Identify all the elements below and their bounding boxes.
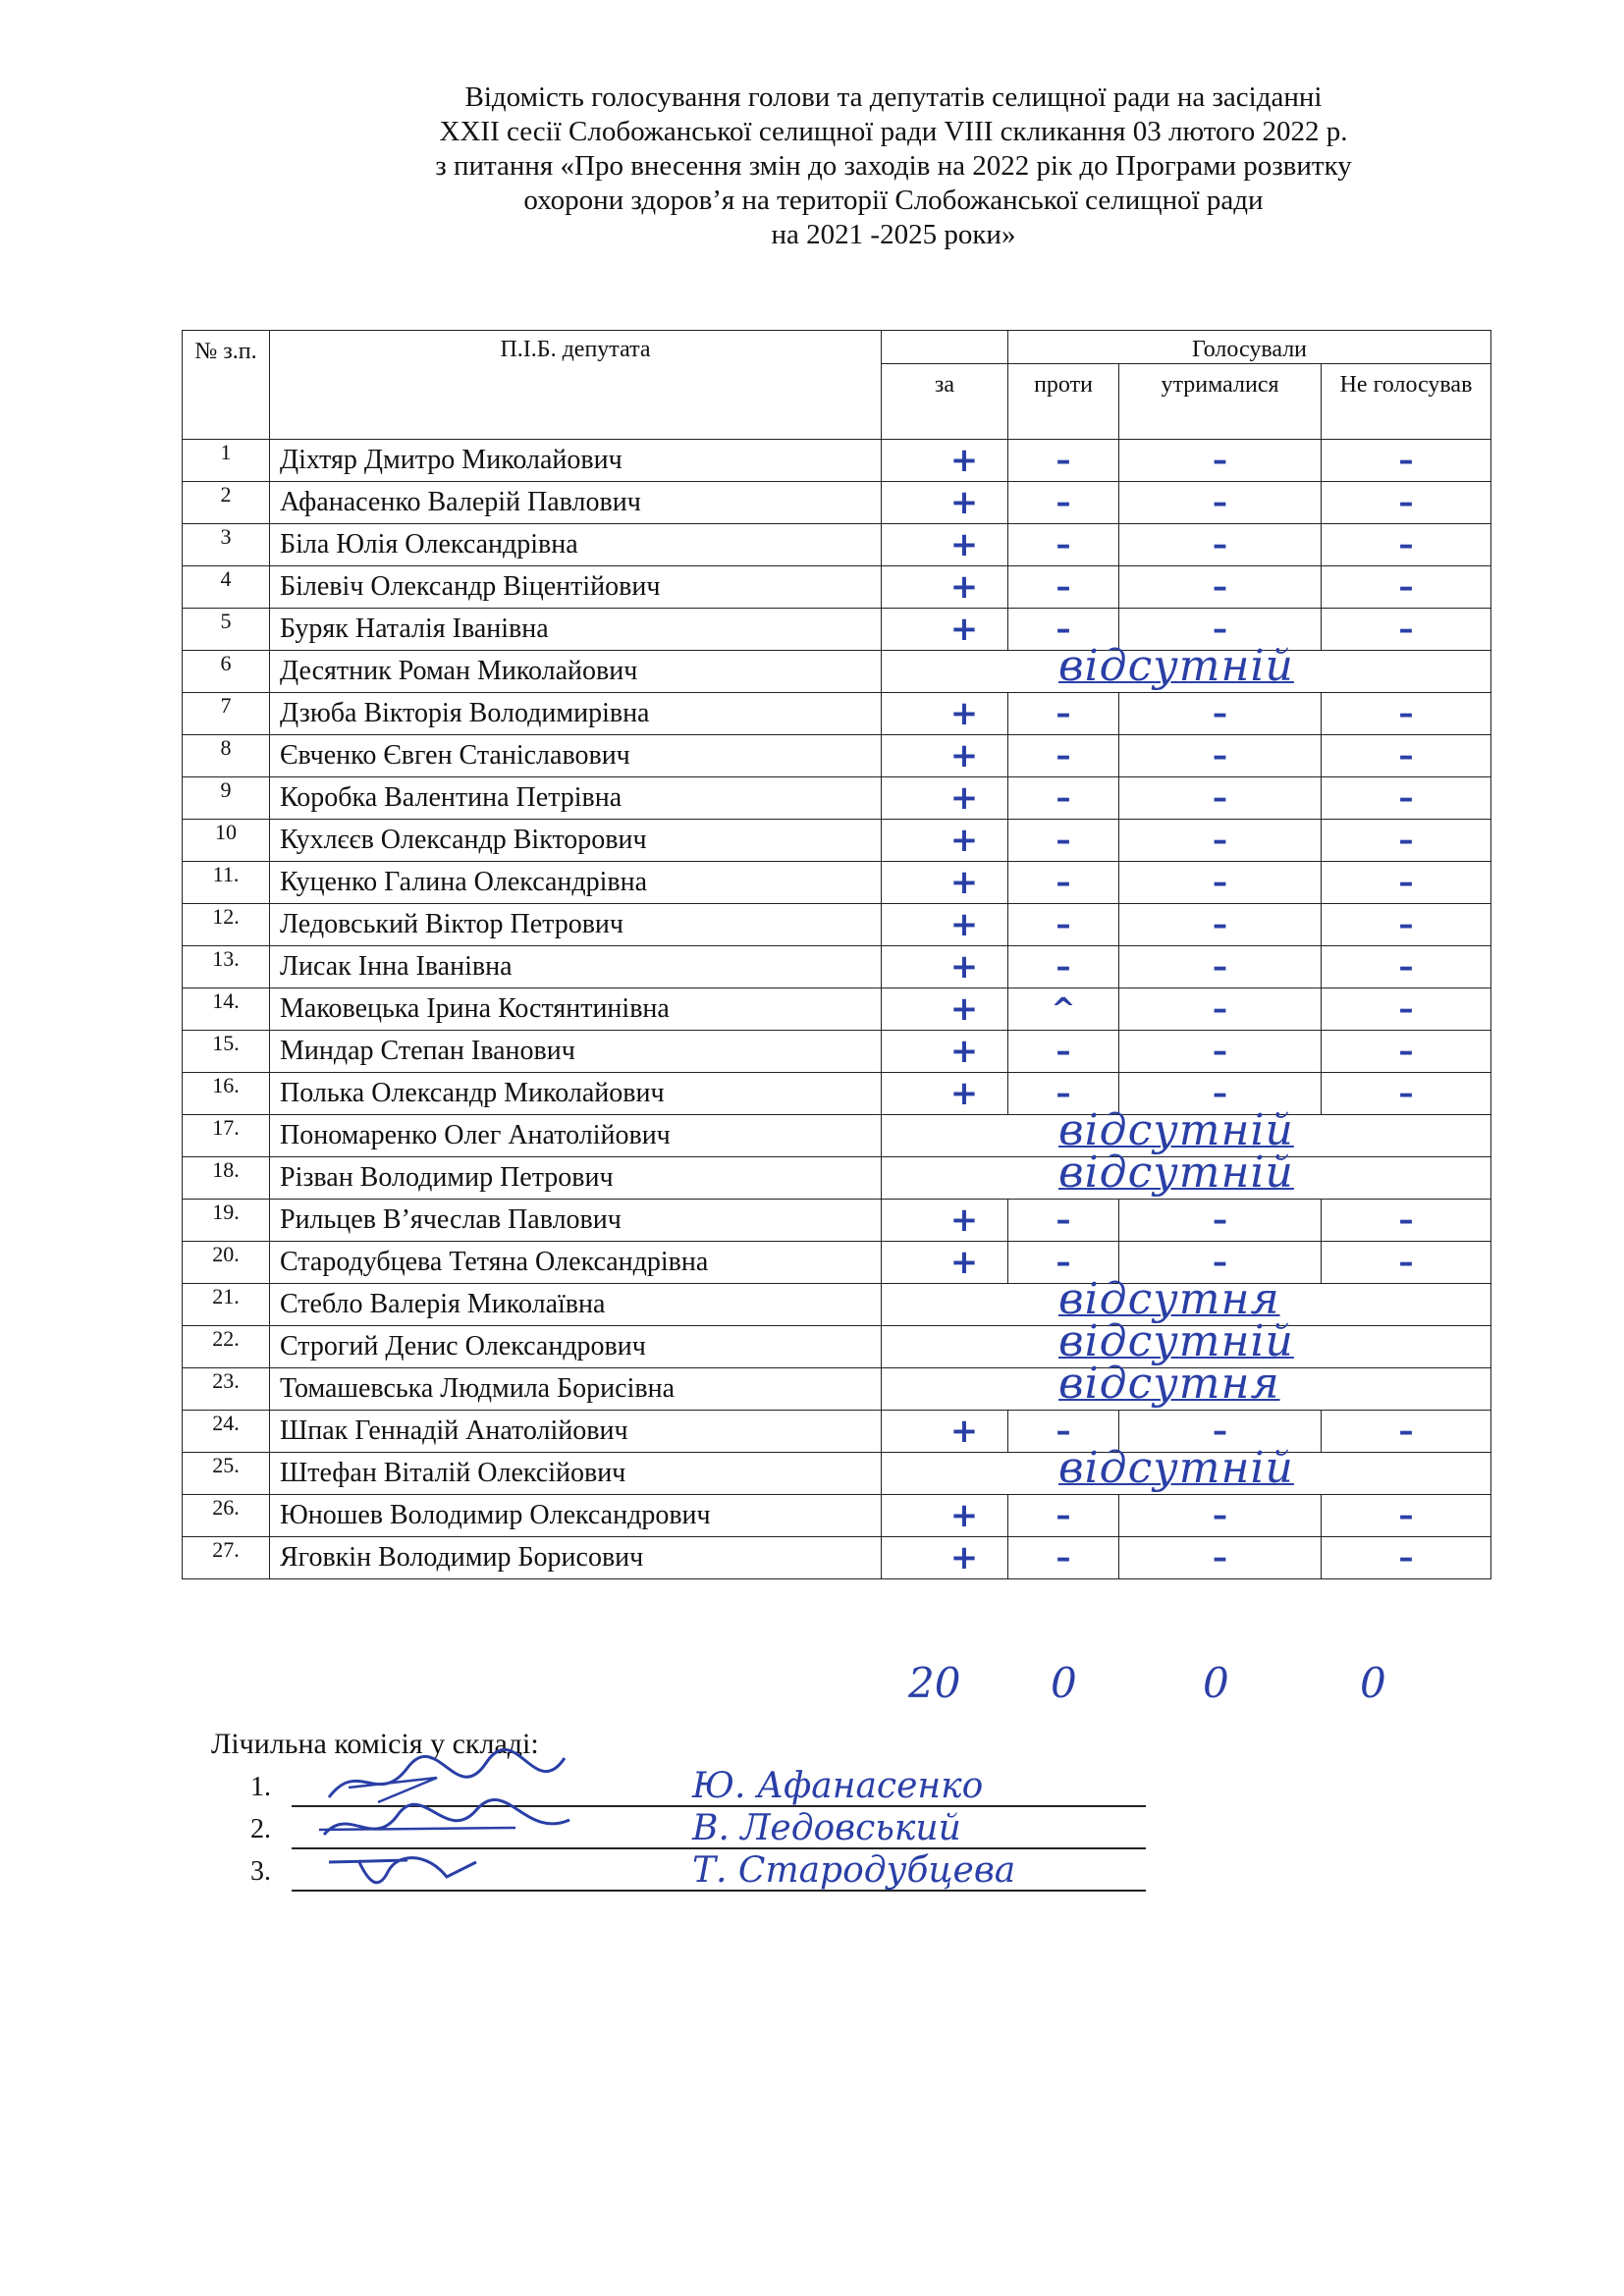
total-for: 20 xyxy=(908,1659,961,1707)
handwritten-mark: – xyxy=(1056,612,1071,647)
header-not-voted: Не голосував xyxy=(1322,364,1491,440)
row-number: 6 xyxy=(183,651,270,693)
vote-against-cell xyxy=(1008,524,1119,566)
handwritten-mark: + xyxy=(949,989,979,1029)
handwritten-mark: + xyxy=(949,1201,979,1240)
handwritten-mark: + xyxy=(949,610,979,649)
handwritten-mark: – xyxy=(1398,823,1414,858)
table-row xyxy=(183,651,1491,693)
vote-abstained-cell xyxy=(1119,904,1322,946)
handwritten-mark: – xyxy=(1398,1498,1414,1533)
table-row xyxy=(183,1157,1491,1200)
title-line: охорони здоров’я на території Слобожанської селищної ради xyxy=(523,185,1264,216)
vote-against-cell xyxy=(1008,820,1119,862)
vote-not-voted-cell xyxy=(1322,1242,1491,1284)
absent-note: відсутній xyxy=(1058,1316,1294,1366)
deputy-name: Миндар Степан Іванович xyxy=(270,1031,882,1073)
deputy-name: Десятник Роман Миколайович xyxy=(270,651,882,693)
absent-note: відсутня xyxy=(1058,1274,1280,1324)
deputy-name: Полька Олександр Миколайович xyxy=(270,1073,882,1115)
row-number: 2 xyxy=(183,482,270,524)
vote-against-cell xyxy=(1008,1200,1119,1242)
table-row xyxy=(183,524,1491,566)
vote-against-cell xyxy=(1008,1495,1119,1537)
vote-abstained-cell xyxy=(1119,862,1322,904)
vote-abstained-cell xyxy=(1119,988,1322,1031)
vote-not-voted-cell xyxy=(1322,1411,1491,1453)
handwritten-mark: – xyxy=(1398,569,1414,605)
deputy-name: Рильцев В’ячеслав Павлович xyxy=(270,1200,882,1242)
vote-abstained-cell xyxy=(1119,777,1322,820)
handwritten-mark: – xyxy=(1213,569,1227,605)
vote-not-voted-cell xyxy=(1322,482,1491,524)
deputy-name: Діхтяр Дмитро Миколайович xyxy=(270,440,882,482)
handwritten-mark: + xyxy=(949,1032,979,1071)
vote-abstained-cell xyxy=(1119,693,1322,735)
handwritten-mark: – xyxy=(1398,443,1414,478)
row-number: 26. xyxy=(183,1495,270,1537)
table-row xyxy=(183,566,1491,609)
absent-cell xyxy=(882,1148,1491,1200)
vote-for-cell xyxy=(882,862,1008,904)
handwritten-mark: – xyxy=(1056,1540,1071,1575)
handwritten-mark: – xyxy=(1056,907,1071,942)
handwritten-mark: – xyxy=(1213,485,1227,520)
handwritten-mark: + xyxy=(949,947,979,987)
row-number: 27. xyxy=(183,1537,270,1579)
table-row xyxy=(183,1284,1491,1326)
handwritten-mark: – xyxy=(1056,865,1071,900)
deputy-name: Стародубцева Тетяна Олександрівна xyxy=(270,1242,882,1284)
row-number: 21. xyxy=(183,1284,270,1326)
handwritten-mark: + xyxy=(949,441,979,480)
handwritten-mark: + xyxy=(949,1538,979,1577)
absent-note: відсутній xyxy=(1058,1105,1294,1155)
row-number: 3 xyxy=(183,524,270,566)
handwritten-mark: – xyxy=(1213,612,1227,647)
vote-against-cell xyxy=(1008,904,1119,946)
handwritten-mark: – xyxy=(1213,696,1227,731)
row-number: 17. xyxy=(183,1115,270,1157)
handwritten-mark: – xyxy=(1398,1540,1414,1575)
vote-abstained-cell xyxy=(1119,482,1322,524)
row-number: 12. xyxy=(183,904,270,946)
handwritten-mark: – xyxy=(1213,527,1227,562)
handwritten-mark: – xyxy=(1398,907,1414,942)
deputy-name: Юношев Володимир Олександрович xyxy=(270,1495,882,1537)
handwritten-mark: – xyxy=(1213,1245,1227,1280)
handwritten-mark: – xyxy=(1213,780,1227,816)
title-line: на 2021 -2025 роки» xyxy=(771,219,1016,250)
vote-against-cell xyxy=(1008,693,1119,735)
handwritten-mark: – xyxy=(1056,1245,1071,1280)
table-row xyxy=(183,1073,1491,1115)
signature-line xyxy=(292,1890,1146,1892)
handwritten-mark: – xyxy=(1056,738,1071,774)
vote-not-voted-cell xyxy=(1322,1031,1491,1073)
vote-against-cell xyxy=(1008,988,1119,1031)
handwritten-mark: + xyxy=(949,778,979,818)
table-row xyxy=(183,1115,1491,1157)
handwritten-mark: – xyxy=(1398,527,1414,562)
deputy-name: Шпак Геннадій Анатолійович xyxy=(270,1411,882,1453)
vote-against-cell xyxy=(1008,946,1119,988)
vote-for-cell xyxy=(882,946,1008,988)
table-row xyxy=(183,946,1491,988)
document-title xyxy=(157,80,1624,252)
header-num: № з.п. xyxy=(183,331,270,440)
handwritten-mark: – xyxy=(1056,823,1071,858)
vote-for-cell xyxy=(882,1537,1008,1579)
row-number: 24. xyxy=(183,1411,270,1453)
handwritten-mark: – xyxy=(1056,485,1071,520)
handwritten-mark: – xyxy=(1213,991,1227,1027)
member-name: Т. Стародубцева xyxy=(692,1850,1016,1891)
handwritten-mark: – xyxy=(1056,443,1071,478)
absent-note: відсутній xyxy=(1058,1443,1294,1493)
row-number: 20. xyxy=(183,1242,270,1284)
vote-against-cell xyxy=(1008,862,1119,904)
header-for: за xyxy=(882,364,1008,440)
vote-against-cell xyxy=(1008,777,1119,820)
vote-for-cell xyxy=(882,777,1008,820)
table-row xyxy=(183,609,1491,651)
vote-abstained-cell xyxy=(1119,1031,1322,1073)
vote-not-voted-cell xyxy=(1322,1537,1491,1579)
absent-cell xyxy=(882,641,1491,693)
vote-for-cell xyxy=(882,820,1008,862)
header-name: П.І.Б. депутата xyxy=(270,331,882,440)
member-number: 3. xyxy=(250,1856,271,1887)
handwritten-mark: + xyxy=(949,1412,979,1451)
row-number: 22. xyxy=(183,1326,270,1368)
handwritten-mark: – xyxy=(1398,1245,1414,1280)
member-name: Ю. Афанасенко xyxy=(692,1766,984,1806)
vote-not-voted-cell xyxy=(1322,904,1491,946)
table-row xyxy=(183,904,1491,946)
deputy-name: Кухлєєв Олександр Вікторович xyxy=(270,820,882,862)
commission-member xyxy=(250,1850,1154,1896)
table-row xyxy=(183,988,1491,1031)
vote-abstained-cell xyxy=(1119,566,1322,609)
title-line: з питання «Про внесення змін до заходів на 2022 рік до Програми розвитку xyxy=(435,150,1352,182)
deputy-name: Різван Володимир Петрович xyxy=(270,1157,882,1200)
handwritten-mark: – xyxy=(1213,738,1227,774)
row-number: 23. xyxy=(183,1368,270,1411)
title-line: XXII сесії Слобожанської селищної ради VIII скликання 03 лютого 2022 р. xyxy=(439,116,1348,147)
table-row xyxy=(183,1453,1491,1495)
table-row xyxy=(183,1242,1491,1284)
deputy-name: Ледовський Віктор Петрович xyxy=(270,904,882,946)
vote-abstained-cell xyxy=(1119,820,1322,862)
vote-for-cell xyxy=(882,904,1008,946)
handwritten-mark: – xyxy=(1213,443,1227,478)
vote-not-voted-cell xyxy=(1322,777,1491,820)
deputy-name: Маковецька Ірина Костянтинівна xyxy=(270,988,882,1031)
handwritten-mark: – xyxy=(1398,1034,1414,1069)
vote-against-cell xyxy=(1008,566,1119,609)
vote-not-voted-cell xyxy=(1322,1200,1491,1242)
voting-table xyxy=(182,330,1491,1579)
handwritten-mark: – xyxy=(1056,1076,1071,1111)
vote-not-voted-cell xyxy=(1322,1495,1491,1537)
deputy-name: Афанасенко Валерій Павлович xyxy=(270,482,882,524)
vote-for-cell xyxy=(882,524,1008,566)
vote-for-cell xyxy=(882,1031,1008,1073)
handwritten-mark: – xyxy=(1056,1202,1071,1238)
handwritten-mark: – xyxy=(1056,569,1071,605)
table-row xyxy=(183,482,1491,524)
vote-for-cell xyxy=(882,566,1008,609)
row-number: 5 xyxy=(183,609,270,651)
vote-abstained-cell xyxy=(1119,524,1322,566)
handwritten-mark: – xyxy=(1213,907,1227,942)
row-number: 1 xyxy=(183,440,270,482)
vote-for-cell xyxy=(882,609,1008,651)
vote-for-cell xyxy=(882,1495,1008,1537)
row-number: 13. xyxy=(183,946,270,988)
handwritten-mark: – xyxy=(1213,865,1227,900)
deputy-name: Коробка Валентина Петрівна xyxy=(270,777,882,820)
handwritten-mark: + xyxy=(949,863,979,902)
handwritten-mark: – xyxy=(1213,1076,1227,1111)
header-voted: Голосували xyxy=(1008,331,1491,364)
deputy-name: Біла Юлія Олександрівна xyxy=(270,524,882,566)
handwritten-mark: – xyxy=(1398,865,1414,900)
commission-label: Лічильна комісія у складі: xyxy=(211,1728,539,1760)
vote-for-cell xyxy=(882,988,1008,1031)
vote-abstained-cell xyxy=(1119,1537,1322,1579)
row-number: 9 xyxy=(183,777,270,820)
deputy-name: Куценко Галина Олександрівна xyxy=(270,862,882,904)
handwritten-mark: + xyxy=(949,1496,979,1535)
vote-against-cell xyxy=(1008,735,1119,777)
deputy-name: Штефан Віталій Олексійович xyxy=(270,1453,882,1495)
vote-against-cell xyxy=(1008,440,1119,482)
handwritten-mark: – xyxy=(1056,949,1071,985)
deputy-name: Євченко Євген Станіславович xyxy=(270,735,882,777)
member-name: В. Ледовський xyxy=(692,1808,961,1848)
handwritten-mark: – xyxy=(1398,485,1414,520)
handwritten-mark: – xyxy=(1398,696,1414,731)
vote-for-cell xyxy=(882,1073,1008,1115)
row-number: 14. xyxy=(183,988,270,1031)
vote-not-voted-cell xyxy=(1322,820,1491,862)
vote-against-cell xyxy=(1008,1031,1119,1073)
deputy-name: Яговкін Володимир Борисович xyxy=(270,1537,882,1579)
deputy-name: Томашевська Людмила Борисівна xyxy=(270,1368,882,1411)
row-number: 18. xyxy=(183,1157,270,1200)
vote-for-cell xyxy=(882,1200,1008,1242)
handwritten-mark: – xyxy=(1213,1202,1227,1238)
deputy-name: Лисак Інна Іванівна xyxy=(270,946,882,988)
member-number: 1. xyxy=(250,1772,271,1802)
handwritten-mark: – xyxy=(1213,949,1227,985)
deputy-name: Строгий Денис Олександрович xyxy=(270,1326,882,1368)
handwritten-mark: ^ xyxy=(1051,991,1076,1027)
vote-not-voted-cell xyxy=(1322,988,1491,1031)
table-row xyxy=(183,1368,1491,1411)
handwritten-mark: – xyxy=(1398,612,1414,647)
handwritten-mark: + xyxy=(949,694,979,733)
vote-abstained-cell xyxy=(1119,735,1322,777)
handwritten-mark: + xyxy=(949,483,979,522)
absent-note: відсутня xyxy=(1058,1359,1280,1409)
handwritten-mark: – xyxy=(1398,991,1414,1027)
vote-for-cell xyxy=(882,482,1008,524)
vote-not-voted-cell xyxy=(1322,524,1491,566)
absent-cell xyxy=(882,1443,1491,1495)
absent-note: відсутній xyxy=(1058,641,1294,691)
vote-against-cell xyxy=(1008,482,1119,524)
handwritten-mark: + xyxy=(949,567,979,607)
handwritten-mark: + xyxy=(949,905,979,944)
row-number: 10 xyxy=(183,820,270,862)
vote-for-cell xyxy=(882,1242,1008,1284)
vote-abstained-cell xyxy=(1119,1495,1322,1537)
member-number: 2. xyxy=(250,1814,271,1844)
table-row xyxy=(183,820,1491,862)
table-row xyxy=(183,1495,1491,1537)
vote-not-voted-cell xyxy=(1322,609,1491,651)
vote-not-voted-cell xyxy=(1322,946,1491,988)
table-row xyxy=(183,1326,1491,1368)
handwritten-mark: – xyxy=(1056,1498,1071,1533)
table-row xyxy=(183,693,1491,735)
header-against: проти xyxy=(1008,364,1119,440)
vote-abstained-cell xyxy=(1119,1200,1322,1242)
handwritten-mark: – xyxy=(1398,1202,1414,1238)
row-number: 16. xyxy=(183,1073,270,1115)
handwritten-mark: – xyxy=(1398,1414,1414,1449)
handwritten-mark: + xyxy=(949,1074,979,1113)
header-empty xyxy=(882,331,1008,364)
table-row xyxy=(183,777,1491,820)
table-row xyxy=(183,735,1491,777)
vote-abstained-cell xyxy=(1119,946,1322,988)
deputy-name: Дзюба Вікторія Володимирівна xyxy=(270,693,882,735)
handwritten-mark: – xyxy=(1056,780,1071,816)
handwritten-mark: – xyxy=(1213,1540,1227,1575)
handwritten-mark: – xyxy=(1213,1498,1227,1533)
handwritten-mark: – xyxy=(1056,527,1071,562)
totals-row xyxy=(0,1659,1624,1718)
deputy-name: Стебло Валерія Миколаївна xyxy=(270,1284,882,1326)
handwritten-mark: – xyxy=(1213,1414,1227,1449)
handwritten-mark: – xyxy=(1056,1034,1071,1069)
table-row xyxy=(183,862,1491,904)
title-line: Відомість голосування голови та депутатів селищної ради на засіданні xyxy=(464,81,1323,113)
absent-cell xyxy=(882,1359,1491,1411)
handwritten-mark: – xyxy=(1398,1076,1414,1111)
table-body xyxy=(183,440,1491,1579)
row-number: 7 xyxy=(183,693,270,735)
vote-for-cell xyxy=(882,440,1008,482)
vote-not-voted-cell xyxy=(1322,735,1491,777)
table-row xyxy=(183,1411,1491,1453)
row-number: 11. xyxy=(183,862,270,904)
handwritten-mark: + xyxy=(949,736,979,775)
vote-against-cell xyxy=(1008,1537,1119,1579)
header-abstained: утрималися xyxy=(1119,364,1322,440)
handwritten-mark: – xyxy=(1213,1034,1227,1069)
total-not-voted: 0 xyxy=(1360,1659,1386,1707)
table-row xyxy=(183,440,1491,482)
vote-for-cell xyxy=(882,1411,1008,1453)
vote-for-cell xyxy=(882,735,1008,777)
row-number: 8 xyxy=(183,735,270,777)
row-number: 4 xyxy=(183,566,270,609)
handwritten-mark: – xyxy=(1398,949,1414,985)
deputy-name: Буряк Наталія Іванівна xyxy=(270,609,882,651)
total-abstained: 0 xyxy=(1203,1659,1229,1707)
handwritten-mark: – xyxy=(1213,823,1227,858)
table-row xyxy=(183,1031,1491,1073)
vote-not-voted-cell xyxy=(1322,440,1491,482)
table-row xyxy=(183,1537,1491,1579)
vote-not-voted-cell xyxy=(1322,862,1491,904)
vote-not-voted-cell xyxy=(1322,566,1491,609)
deputy-name: Білевіч Олександр Віцентійович xyxy=(270,566,882,609)
handwritten-mark: + xyxy=(949,1243,979,1282)
vote-abstained-cell xyxy=(1119,440,1322,482)
vote-not-voted-cell xyxy=(1322,693,1491,735)
row-number: 25. xyxy=(183,1453,270,1495)
handwritten-mark: – xyxy=(1398,738,1414,774)
row-number: 15. xyxy=(183,1031,270,1073)
row-number: 19. xyxy=(183,1200,270,1242)
absent-note: відсутній xyxy=(1058,1148,1294,1198)
handwritten-mark: + xyxy=(949,821,979,860)
table-row xyxy=(183,1200,1491,1242)
handwritten-mark: – xyxy=(1398,780,1414,816)
handwritten-mark: – xyxy=(1056,696,1071,731)
vote-not-voted-cell xyxy=(1322,1073,1491,1115)
vote-for-cell xyxy=(882,693,1008,735)
handwritten-mark: – xyxy=(1056,1414,1071,1449)
handwritten-mark: + xyxy=(949,525,979,564)
total-against: 0 xyxy=(1051,1659,1077,1707)
deputy-name: Пономаренко Олег Анатолійович xyxy=(270,1115,882,1157)
